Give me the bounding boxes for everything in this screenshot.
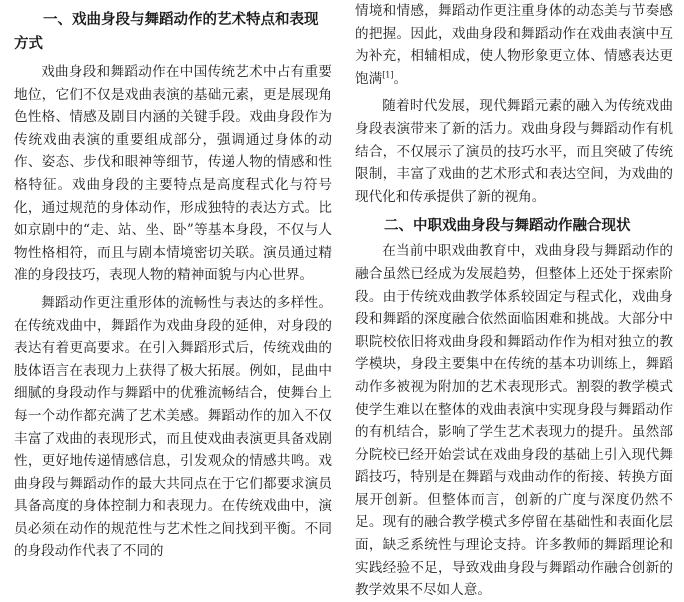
paragraph-text: 情境和情感，舞蹈动作更注重身体的动态美与节奏感的把握。因此，戏曲身段和舞蹈动作在戏曲表演中互为补充，相辅相成，使人物形象更立体、情感表达更饱满 xyxy=(355,3,673,87)
left-column xyxy=(14,0,332,563)
citation-marker: [1] xyxy=(382,70,394,80)
paragraph-body: 随着时代发展，现代舞蹈元素的融入为传统戏曲身段表演带来了新的活力。戏曲身段与舞蹈动作有机结合，不仅展示了演员的技巧水平，而且突破了传统限制，丰富了戏曲的艺术形式和表达空间，为戏曲的现代化和传承提供了新的视角。 xyxy=(355,98,673,205)
paragraph-body: 舞蹈动作更注重形体的流畅性与表达的多样性。在传统戏曲中，舞蹈作为戏曲身段的延伸，对身段的表达有着更高要求。在引入舞蹈形式后，传统戏曲的肢体语言在表现力上获得了极大拓展。例如，昆曲中细腻的身段动作与舞蹈中的优雅流畅结合，使舞台上每一个动作都充满了艺术美感。舞蹈动作的加入不仅丰富了戏曲的表现形式，而且使戏曲表演更具备戏剧性，更好地传递情感信息，引发观众的情感共鸣。戏曲身段与舞蹈动作的最大共同点在于它们都要求演员具备高度的身体控制力和表现力。在传统戏曲中，演员必须在动作的规范性与艺术性之间找到平衡。不同的身段动作代表了不同的 xyxy=(14,294,332,560)
section-heading-1: 一、戏曲身段与舞蹈动作的艺术特点和表现方式 xyxy=(14,12,319,52)
paragraph-body: 戏曲身段和舞蹈动作在中国传统艺术中占有重要地位，它们不仅是戏曲表演的基础元素，更是展现角色性格、情感及剧目内涵的关键手段。戏曲身段作为传统戏曲表演的重要组成部分，强调通过身体的动作、姿态、步伐和眼神等细节，传递人物的情感和性格特征。戏曲身段的主要特点是高度程式化与符号化，通过规范的身体动作，形成独特的表达方式。比如京剧中的“走、站、坐、卧”等基本身段，不仅与人物性格相符，而且与剧本情境密切关联。演员通过精准的身段技巧，表现人物的精神面貌与内心世界。 xyxy=(14,64,332,284)
paragraph-body xyxy=(355,0,673,90)
paragraph-body: 在当前中职戏曲教育中，戏曲身段与舞蹈动作的融合虽然已经成为发展趋势，但整体上还处于探索阶段。由于传统戏曲教学体系较固定与程式化，戏曲身段和舞蹈的深度融合依然面临困难和挑战。大部分中职院校依旧将戏曲身段和舞蹈动作作为相对独立的教学模块，身段主要集中在传统的基本功训练上，舞蹈动作多被视为附加的艺术表现形式。割裂的教学模式使学生难以在整体的戏曲表演中实现身段与舞蹈动作的有机结合，影响了学生艺术表现力的提升。虽然部分院校已经开始尝试在戏曲身段的基础上引入现代舞蹈技巧，特别是在舞蹈与戏曲动作的衔接、转换方面展开创新。但整体而言，创新的广度与深度仍然不足。现有的融合教学模式多停留在基础性和表面化层面，缺乏系统性与理论支持。许多教师的舞蹈理论和实践经验不足，导致戏曲身段与舞蹈动作融合创新的教学效果不尽如人意。 xyxy=(355,243,673,599)
paragraph-end-punct: 。 xyxy=(393,70,408,87)
right-column xyxy=(355,0,673,602)
section-heading-2: 二、中职戏曲身段与舞蹈动作融合现状 xyxy=(384,218,631,235)
